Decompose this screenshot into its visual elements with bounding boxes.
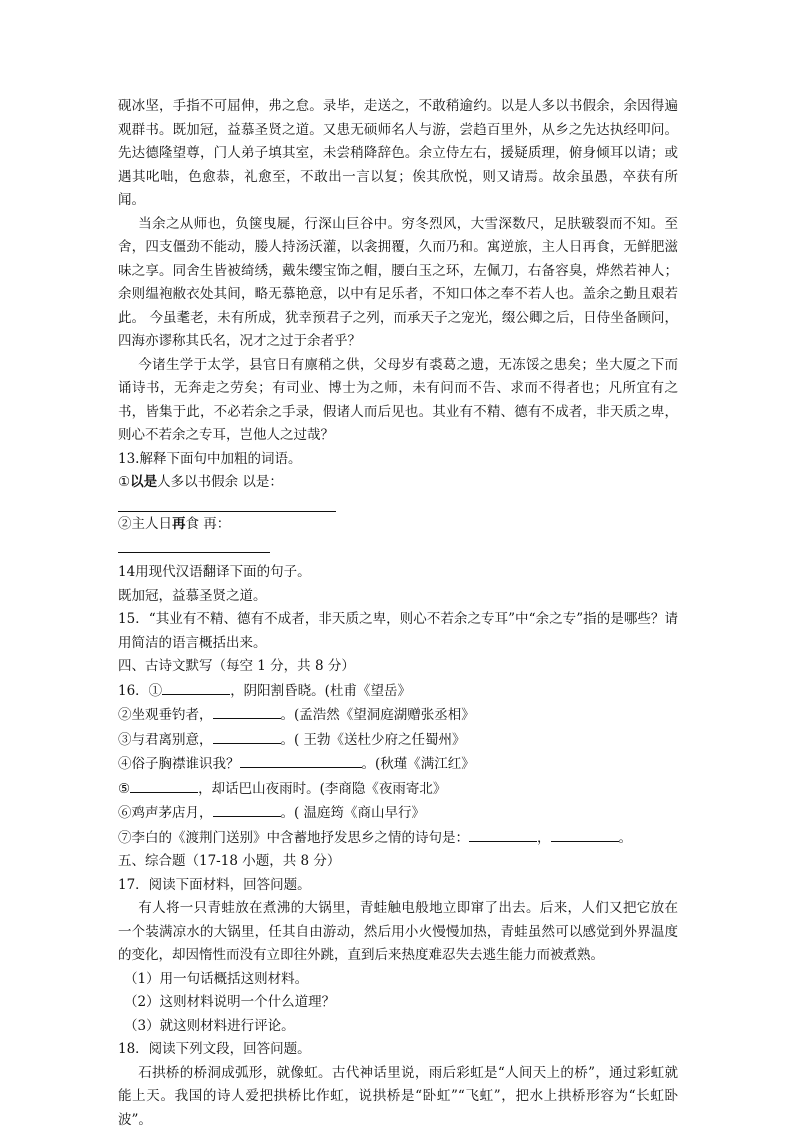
q16-line-7	[118, 826, 678, 851]
q16-line-6	[118, 801, 678, 826]
q16-line-2	[118, 703, 678, 728]
q13-item-2-text: 食 再：	[186, 516, 231, 532]
q13-item-1	[118, 471, 678, 495]
q16-blank-1[interactable]	[162, 679, 230, 695]
q17-material: 有人将一只青蛙放在煮沸的大锅里，青蛙触电般地立即窜了出去。后来，人们又把它放在一个装满凉水的大锅里，任其自由游动，然后用小火慢慢加热，青蛙虽然可以感觉到外界温度的变化，却因惰性而没有立即往外跳，直到后来热度难忍失去逃生能力而被煮熟。	[118, 897, 678, 968]
q16-line-1	[118, 679, 678, 704]
q18-title: 18．阅读下列文段，回答问题。	[118, 1038, 678, 1062]
q16-line-5-pre: ⑤	[118, 781, 130, 797]
q16-line-7-post: 。	[619, 830, 633, 846]
q16-blank-8[interactable]	[551, 826, 619, 842]
q15-text: 15．“其业有不精、德有不成者，非天质之卑，则心不若余之专耳”中“余之专”指的是哪些？请用简洁的语言概括出来。	[118, 608, 678, 655]
section-4-title: 四、古诗文默写（每空 1 分，共 8 分）	[118, 655, 678, 679]
q13-item-1-answer-line[interactable]	[118, 511, 336, 512]
q13-title: 13.解释下面句中加粗的词语。	[118, 448, 678, 472]
q14-title: 14用现代汉语翻译下面的句子。	[118, 561, 678, 585]
q13-item-1-num: ①	[118, 474, 130, 490]
q16-line-6-post: 。( 温庭筠《商山早行》	[281, 805, 426, 821]
q16-line-6-pre: ⑥鸡声茅店月，	[118, 805, 213, 821]
q16-line-1-pre: 16．①	[118, 683, 162, 699]
q16-line-4	[118, 752, 678, 777]
q16-line-7-pre: ⑦李白的《渡荆门送别》中含蓄地抒发思乡之情的诗句是：	[118, 830, 469, 846]
q16-line-4-pre: ④俗子胸襟谁识我？	[118, 756, 240, 772]
q16-line-3-post: 。( 王勃《送杜少府之任蜀州》	[281, 732, 466, 748]
q16-blank-2[interactable]	[213, 703, 281, 719]
q16-line-2-post: 。(孟浩然《望洞庭湖赠张丞相》	[281, 707, 475, 723]
q13-item-2	[118, 513, 678, 537]
q16-line-7-mid: ，	[537, 830, 551, 846]
q17-sub-1: （1）用一句话概括这则材料。	[118, 968, 678, 992]
q16-line-4-post: 。(秋瑾《满江红》	[362, 756, 475, 772]
passage-paragraph-3: 今诸生学于太学，县官日有廪稍之供，父母岁有裘葛之遗，无冻馁之患矣；坐大厦之下而诵诗书，无奔走之劳矣；有司业、博士为之师，未有问而不告、求而不得者也；凡所宜有之书，皆集于此，不必若余之手录，假诸人而后见也。其业有不精、德有不成者，非天质之卑，则心不若余之专耳，岂他人之过哉？	[118, 354, 678, 448]
q16-line-3-pre: ③与君离别意，	[118, 732, 213, 748]
q16-blank-3[interactable]	[213, 728, 281, 744]
q16-blank-5[interactable]	[130, 777, 198, 793]
passage-paragraph-1: 砚冰坚，手指不可屈伸，弗之怠。录毕，走送之，不敢稍逾约。以是人多以书假余，余因得遍观群书。既加冠，益慕圣贤之道。又患无硕师名人与游，尝趋百里外，从乡之先达执经叩问。先达德隆望尊，门人弟子填其室，未尝稍降辞色。余立侍左右，援疑质理，俯身倾耳以请；或遇其叱咄，色愈恭，礼愈至，不敢出一言以复；俟其欣悦，则又请焉。故余虽愚，卒获有所闻。	[118, 95, 678, 213]
q16-line-2-pre: ②坐观垂钓者，	[118, 707, 213, 723]
q16-line-3	[118, 728, 678, 753]
q16-line-5-post: ，却话巴山夜雨时。(李商隐《夜雨寄北》	[198, 781, 446, 797]
section-5-title: 五、综合题（17-18 小题，共 8 分）	[118, 850, 678, 874]
q16-blank-7[interactable]	[469, 826, 537, 842]
q16-blank-6[interactable]	[213, 801, 281, 817]
q14-sentence: 既加冠，益慕圣贤之道。	[118, 585, 678, 609]
q16-line-1-post: ，阴阳割昏晓。(杜甫《望岳》	[230, 683, 411, 699]
q17-title: 17．阅读下面材料，回答问题。	[118, 874, 678, 898]
q13-item-2-answer-line[interactable]	[118, 552, 270, 553]
q13-item-1-text: 人多以书假余 以是：	[157, 474, 283, 490]
q13-item-1-bold-word: 以是	[130, 474, 157, 490]
document-page	[118, 95, 678, 1132]
q13-item-2-bold-word: 再	[172, 516, 186, 532]
q13-item-2-pre: ②主人日	[118, 516, 172, 532]
q16-blank-4[interactable]	[240, 752, 362, 768]
q16-line-5	[118, 777, 678, 802]
q17-sub-3: （3）就这则材料进行评论。	[118, 1015, 678, 1039]
q17-sub-2: （2）这则材料说明一个什么道理？	[118, 991, 678, 1015]
passage-paragraph-2: 当余之从师也，负箧曳屣，行深山巨谷中。穷冬烈风，大雪深数尺，足肤皲裂而不知。至舍，四支僵劲不能动，媵人持汤沃灌，以衾拥覆，久而乃和。寓逆旅，主人日再食，无鲜肥滋味之享。同舍生皆被绮绣，戴朱缨宝饰之帽，腰白玉之环，左佩刀，右备容臭，烨然若神人；余则缊袍敝衣处其间，略无慕艳意，以中有足乐者，不知口体之奉不若人也。盖余之勤且艰若此。 今虽耄老，未有所成，犹幸预君子之列，而承天子之宠光，缀公卿之后，日侍坐备顾问，四海亦谬称其氏名，况才之过于余者乎？	[118, 213, 678, 354]
q18-text: 石拱桥的桥洞成弧形，就像虹。古代神话里说，雨后彩虹是“人间天上的桥”，通过彩虹就能上天。我国的诗人爱把拱桥比作虹，说拱桥是“卧虹”“飞虹”，把水上拱桥形容为“长虹卧波”。	[118, 1062, 678, 1132]
